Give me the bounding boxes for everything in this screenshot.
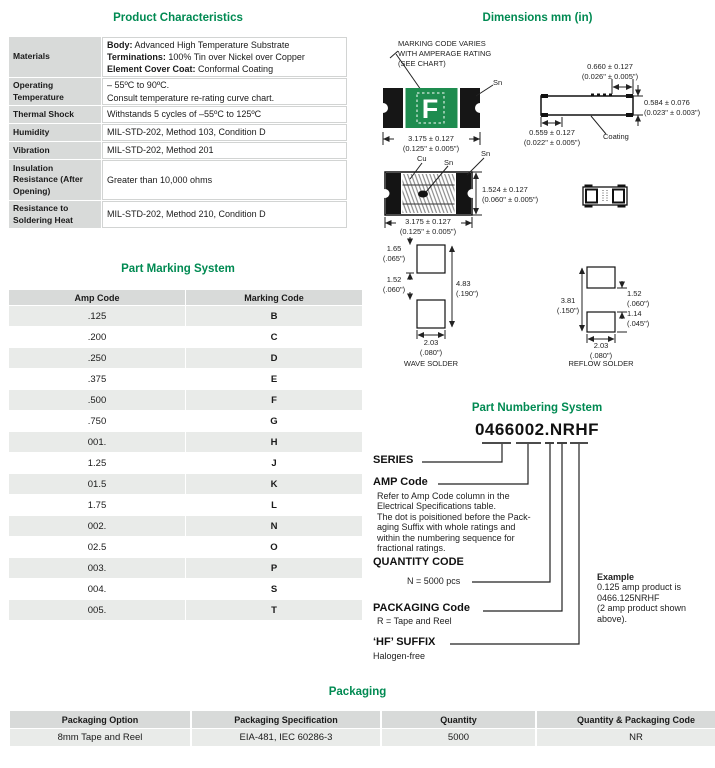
table-row	[9, 37, 347, 77]
wave-solder-caption: WAVE SOLDER	[403, 359, 459, 368]
row-value: Greater than 10,000 ohms	[102, 160, 347, 200]
table-row: .375 E	[9, 369, 362, 389]
part-marking-table	[8, 289, 363, 621]
row-value: MIL-STD-202, Method 201	[102, 142, 347, 159]
table-row	[9, 160, 347, 200]
row-label: Materials	[9, 37, 101, 77]
row-label: Insulation Resistance (After Opening)	[9, 160, 101, 200]
product-characteristics-table	[8, 36, 348, 229]
quantity-code-value: N = 5000 pcs	[407, 576, 461, 586]
table-row: 004. S	[9, 579, 362, 599]
dimensions-figure	[360, 8, 715, 398]
column-header: Marking Code	[186, 290, 362, 305]
wave-solder-layout	[406, 237, 452, 339]
row-value: Body: Advanced High Temperature Substrate Terminations: 100% Tin over Nickel over Copper Element Cover Coat: Conformal Coating	[102, 37, 347, 77]
table-row: 1.25 J	[9, 453, 362, 473]
reflow-total-dim: 3.81 (.150")	[556, 296, 580, 315]
row-value: MIL-STD-202, Method 103, Condition D	[102, 124, 347, 141]
column-header: Packaging Option	[10, 711, 190, 728]
table-row: 005. T	[9, 600, 362, 620]
table-row	[9, 78, 347, 105]
wave-pad-height-dim: 1.65 (.065")	[382, 244, 406, 263]
row-label: Resistance to Soldering Heat	[9, 201, 101, 228]
table-row: 003. P	[9, 558, 362, 578]
sn-label: Sn	[481, 149, 491, 158]
table-row	[9, 124, 347, 141]
table-header-row	[9, 290, 362, 305]
row-value: MIL-STD-202, Method 210, Condition D	[102, 201, 347, 228]
cu-label: Cu	[417, 154, 427, 163]
reflow-solder-caption: REFLOW SOLDER	[568, 359, 634, 368]
reflow-pad-width-dim: 2.03 (.080")	[589, 341, 613, 360]
column-header: Quantity	[382, 711, 535, 728]
row-value: – 55ºC to 90ºC. Consult temperature re-rating curve chart.	[102, 78, 347, 105]
quantity-packaging-code-cell: NR	[537, 729, 715, 746]
part-number: 0466002.NRHF	[474, 420, 600, 439]
quantity-code-label: QUANTITY CODE	[373, 556, 464, 568]
column-header: Amp Code	[9, 290, 185, 305]
sn-label: Sn	[493, 78, 503, 87]
amp-code-description: Refer to Amp Code column in the Electrical Specifications table. The dot is poisitioned before the Pack- aging Suffix with whole ratings and within the numbering sequence for fractional ratings.	[377, 491, 531, 554]
side-top-dim: 0.660 ± 0.127 (0.026" ± 0.005")	[581, 62, 639, 81]
quantity-cell: 5000	[382, 729, 535, 746]
packaging-spec-cell: EIA-481, IEC 60286-3	[192, 729, 380, 746]
row-label: Humidity	[9, 124, 101, 141]
packaging-code-label: PACKAGING Code	[373, 602, 470, 614]
amp-code-label: AMP Code	[373, 476, 428, 488]
side-bottom-dim: 0.559 ± 0.127 (0.022" ± 0.005")	[523, 128, 581, 147]
table-row: 002. N	[9, 516, 362, 536]
example-block: Example 0.125 amp product is 0466.125NRHF (2 amp product shown above).	[597, 572, 687, 624]
table-row: 1.75 L	[9, 495, 362, 515]
side-right-dim: 0.584 ± 0.076 (0.023" ± 0.003")	[644, 98, 701, 117]
table-row: .250 D	[9, 348, 362, 368]
chip-marking-letter: F	[421, 94, 439, 124]
chip-side-view	[541, 79, 643, 134]
reflow-gap-dim: 1.52 (.060")	[627, 289, 650, 308]
table-row	[9, 106, 347, 123]
wave-pad-width-dim: 2.03 (.080")	[419, 338, 443, 357]
packaging-code-value: R = Tape and Reel	[377, 616, 452, 626]
column-header: Quantity & Packaging Code	[537, 711, 715, 728]
hf-suffix-value: Halogen-free	[373, 651, 426, 661]
hf-suffix-label: ‘HF’ SUFFIX	[373, 636, 436, 648]
marking-note: MARKING CODE VARIES WITH AMPERAGE RATING (SEE CHART)	[398, 39, 492, 68]
row-value: Withstands 5 cycles of –55ºC to 125ºC	[102, 106, 347, 123]
packaging-title: Packaging	[328, 686, 387, 698]
table-row	[9, 201, 347, 228]
part-numbering-title: Part Numbering System	[471, 402, 603, 414]
table-row: .200 C	[9, 327, 362, 347]
product-characteristics-title: Product Characteristics	[113, 12, 243, 24]
table-row: .750 G	[9, 411, 362, 431]
table-row	[9, 142, 347, 159]
table-row: 02.5 O	[9, 537, 362, 557]
sn-label: Sn	[444, 158, 454, 167]
row-label: Operating Temperature	[9, 78, 101, 105]
cross-section-height-dim: 1.524 ± 0.127 (0.060" ± 0.005")	[482, 185, 539, 204]
dimensions-title: Dimensions mm (in)	[482, 12, 593, 24]
packaging-option-cell: 8mm Tape and Reel	[10, 729, 190, 746]
table-row	[10, 729, 715, 746]
part-numbering-figure	[360, 398, 714, 673]
wave-total-dim: 4.83 (.190")	[456, 279, 479, 298]
reflow-pad-height-dim: 1.14 (.045")	[627, 309, 650, 328]
row-label: Vibration	[9, 142, 101, 159]
packaging-table	[8, 710, 715, 747]
chip-width-dim: 3.175 ± 0.127 (0.125" ± 0.005")	[402, 134, 460, 153]
chip-bottom-view	[583, 185, 627, 208]
column-header: Packaging Specification	[192, 711, 380, 728]
part-marking-title: Part Marking System	[121, 263, 235, 275]
table-row: 01.5 K	[9, 474, 362, 494]
table-row: .125 B	[9, 306, 362, 326]
series-label: SERIES	[373, 454, 414, 466]
wave-gap-dim: 1.52 (.060")	[382, 275, 406, 294]
table-row: 001. H	[9, 432, 362, 452]
cross-section-width-dim: 3.175 ± 0.127 (0.125" ± 0.005")	[399, 217, 457, 236]
example-title: Example	[597, 572, 635, 582]
table-header-row	[10, 711, 715, 728]
row-label: Thermal Shock	[9, 106, 101, 123]
coating-label: Coating	[603, 132, 629, 141]
reflow-solder-layout	[582, 267, 627, 343]
table-row: .500 F	[9, 390, 362, 410]
